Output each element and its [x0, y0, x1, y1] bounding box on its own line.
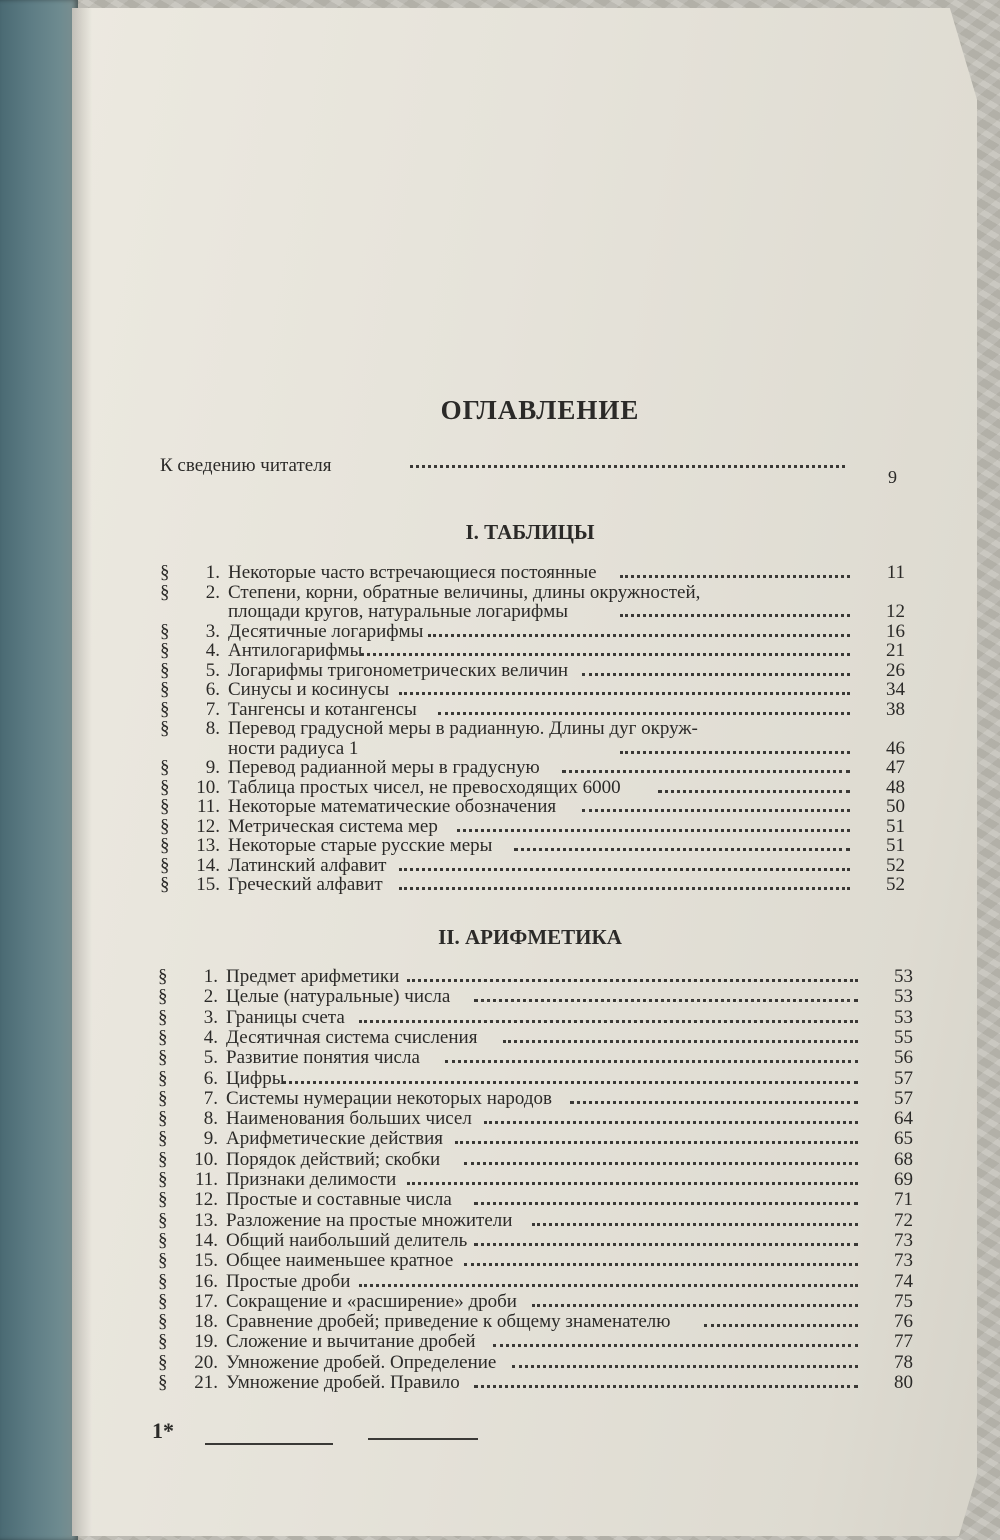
- contents-heading: ОГЛАВЛЕНИЕ: [440, 395, 640, 425]
- entry-number: 9.: [205, 757, 220, 778]
- entry-title: Сокращение и «расширение» дроби: [226, 1290, 517, 1312]
- section-symbol: §: [158, 1006, 168, 1028]
- leader-dots: [484, 1121, 858, 1124]
- section-symbol: §: [158, 1148, 168, 1170]
- entry-title: Перевод радианной меры в градусную: [228, 757, 540, 778]
- entry-page: 51: [886, 815, 905, 837]
- entry-number: 8.: [203, 1108, 218, 1130]
- entry-number: 14.: [196, 854, 220, 876]
- section-symbol: §: [158, 1128, 168, 1150]
- entry-number: 3.: [203, 1006, 218, 1028]
- section-symbol: §: [158, 1189, 168, 1211]
- section-heading-tables: I. ТАБЛИЦЫ: [465, 520, 595, 544]
- entry-title: Таблица простых чисел, не превосходящих 6000: [228, 776, 621, 798]
- entry-page: 75: [894, 1290, 913, 1312]
- entry-page: 57: [894, 1067, 913, 1089]
- toc-entry: [158, 987, 913, 1007]
- entry-number: 21.: [194, 1372, 218, 1393]
- toc-entry-continued: [160, 739, 905, 759]
- entry-page: 71: [894, 1189, 913, 1211]
- toc-entry: [158, 1170, 913, 1190]
- leader-dots: [474, 999, 858, 1002]
- entry-title: Развитие понятия числа: [226, 1047, 420, 1069]
- entry-title: Тангенсы и котангенсы: [228, 698, 417, 720]
- section-symbol: §: [158, 1250, 168, 1272]
- toc-entry: [160, 797, 905, 817]
- entry-number: 13.: [196, 835, 220, 856]
- entry-title: Десятичная система счисления: [226, 1026, 478, 1048]
- section-symbol: §: [158, 1270, 168, 1292]
- toc-entry: [160, 583, 905, 603]
- section-symbol: §: [160, 620, 170, 642]
- section-symbol: §: [160, 659, 170, 681]
- leader-dots: [620, 614, 850, 617]
- entry-page: 12: [886, 601, 905, 622]
- leader-dots: [359, 1020, 858, 1023]
- leader-dots: [582, 673, 850, 676]
- toc-entry-continued: [160, 602, 905, 622]
- entry-title: Признаки делимости: [226, 1169, 397, 1190]
- section-symbol: §: [160, 835, 170, 856]
- entry-page: 72: [894, 1209, 913, 1231]
- entry-page: 53: [894, 986, 913, 1008]
- entry-title: Некоторые часто встречающиеся постоянные: [228, 562, 597, 583]
- section-symbol: §: [158, 1087, 168, 1109]
- entry-page: 48: [886, 776, 905, 798]
- section-symbol: §: [160, 854, 170, 876]
- leader-dots: [532, 1304, 858, 1307]
- entry-number: 3.: [205, 620, 220, 642]
- leader-dots: [445, 1060, 858, 1063]
- toc-entry: [158, 1312, 913, 1332]
- leader-dots: [282, 1081, 858, 1084]
- leader-dots: [474, 1202, 858, 1205]
- toc-entry: [160, 817, 905, 837]
- footer-rule: [368, 1438, 478, 1440]
- entry-number: 4.: [205, 640, 220, 661]
- entry-number: 10.: [194, 1148, 218, 1170]
- leader-dots: [399, 887, 850, 890]
- leader-dots: [464, 1162, 858, 1165]
- entry-number: 1.: [205, 562, 220, 583]
- entry-page: 52: [886, 854, 905, 876]
- leader-dots: [399, 692, 850, 695]
- entry-page: 76: [894, 1311, 913, 1333]
- toc-entry: [160, 563, 905, 583]
- entry-title: Сложение и вычитание дробей: [226, 1331, 476, 1353]
- entry-number: 4.: [203, 1026, 218, 1048]
- entry-number: 5.: [203, 1047, 218, 1069]
- leader-dots: [704, 1324, 858, 1327]
- intro-page: 9: [888, 467, 897, 487]
- section-symbol: §: [158, 1229, 168, 1251]
- toc-entry: [160, 778, 905, 798]
- section-symbol: §: [160, 874, 170, 895]
- entry-number: 19.: [194, 1331, 218, 1353]
- intro-entry: [160, 455, 905, 487]
- entry-title: Сравнение дробей; приведение к общему знаменателю: [226, 1311, 671, 1333]
- leader-dots: [410, 465, 845, 468]
- leader-dots: [512, 1365, 858, 1368]
- section-symbol: §: [158, 1209, 168, 1231]
- leader-dots: [493, 1344, 858, 1347]
- entry-page: 11: [886, 562, 905, 583]
- toc-entry: [160, 680, 905, 700]
- entry-page: 21: [886, 640, 905, 661]
- toc-entry: [160, 856, 905, 876]
- toc-entry: [160, 641, 905, 661]
- entry-page: 68: [894, 1148, 913, 1170]
- entry-number: 6.: [205, 679, 220, 700]
- section-symbol: §: [160, 815, 170, 837]
- entry-number: 9.: [203, 1128, 218, 1150]
- entry-page: 51: [886, 835, 905, 856]
- toc-entry: [158, 1332, 913, 1352]
- leader-dots: [570, 1101, 858, 1104]
- toc-entry: [160, 622, 905, 642]
- leader-dots: [464, 1263, 858, 1266]
- entry-number: 5.: [205, 659, 220, 681]
- entry-title: Простые и составные числа: [226, 1189, 452, 1211]
- toc-entry: [158, 1129, 913, 1149]
- toc-entry: [158, 1028, 913, 1048]
- section-symbol: §: [158, 1311, 168, 1333]
- entry-page: 47: [886, 757, 905, 778]
- leader-dots: [359, 1284, 858, 1287]
- leader-dots: [582, 809, 850, 812]
- toc-entry: [158, 1373, 913, 1393]
- section-symbol: §: [158, 1169, 168, 1190]
- section-symbol: §: [160, 796, 170, 817]
- toc-entry: [158, 1089, 913, 1109]
- toc-entry: [160, 836, 905, 856]
- intro-title: К сведению читателя: [160, 455, 332, 476]
- entry-title: Умножение дробей. Определение: [226, 1351, 497, 1373]
- entry-page: 55: [894, 1026, 913, 1048]
- entry-number: 8.: [205, 718, 220, 739]
- section-symbol: §: [160, 698, 170, 720]
- signature-mark: 1*: [152, 1418, 174, 1443]
- entry-page: 65: [894, 1128, 913, 1150]
- entry-title: Умножение дробей. Правило: [226, 1372, 460, 1393]
- entry-title: Перевод градусной меры в радианную. Длины дуг окруж-: [228, 718, 698, 739]
- entry-number: 2.: [203, 986, 218, 1008]
- entry-page: 16: [886, 620, 905, 642]
- leader-dots: [474, 1243, 858, 1246]
- entry-title: Греческий алфавит: [228, 874, 383, 895]
- entry-title: Некоторые математические обозначения: [228, 796, 557, 817]
- entry-page: 50: [886, 796, 905, 817]
- leader-dots: [457, 829, 850, 832]
- entry-title: Границы счета: [226, 1006, 345, 1028]
- entry-title: Десятичные логарифмы: [228, 620, 424, 642]
- entry-number: 6.: [203, 1067, 218, 1089]
- section-symbol: §: [160, 562, 170, 583]
- entry-page: 64: [894, 1108, 913, 1130]
- entry-title: Арифметические действия: [226, 1128, 443, 1150]
- entry-number: 14.: [194, 1229, 218, 1251]
- leader-dots: [474, 1385, 858, 1388]
- leader-dots: [428, 634, 850, 637]
- entry-page: 26: [886, 659, 905, 681]
- toc-entry: [158, 1272, 913, 1292]
- entry-page: 57: [894, 1087, 913, 1109]
- page-gutter-shadow: [72, 8, 92, 1536]
- entry-number: 15.: [196, 874, 220, 895]
- entry-title: Порядок действий; скобки: [226, 1148, 441, 1170]
- entry-page: 80: [894, 1372, 913, 1393]
- toc-entry: [158, 1353, 913, 1373]
- section-symbol: §: [158, 966, 168, 987]
- toc-entry: [158, 1292, 913, 1312]
- entry-page: 74: [894, 1270, 913, 1292]
- entry-page: 69: [894, 1169, 913, 1190]
- toc-entry: [158, 1211, 913, 1231]
- entry-number: 18.: [194, 1311, 218, 1333]
- leader-dots: [658, 790, 850, 793]
- entry-page: 52: [886, 874, 905, 895]
- toc-entry: [158, 1150, 913, 1170]
- entry-page: 78: [894, 1351, 913, 1373]
- entry-page: 73: [894, 1250, 913, 1272]
- section-heading-arithmetic: II. АРИФМЕТИКА: [438, 925, 622, 949]
- section-symbol: §: [158, 1067, 168, 1089]
- leader-dots: [620, 575, 850, 578]
- entry-title: Целые (натуральные) числа: [226, 986, 451, 1008]
- entry-title: Антилогарифмы: [228, 640, 363, 661]
- entry-number: 10.: [196, 776, 220, 798]
- toc-entry: [160, 719, 905, 739]
- entry-number: 11.: [194, 1169, 218, 1190]
- entry-number: 7.: [205, 698, 220, 720]
- entry-number: 11.: [196, 796, 220, 817]
- entry-title: Метрическая система мер: [228, 815, 438, 837]
- entry-number: 12.: [196, 815, 220, 837]
- entry-page: 53: [894, 966, 913, 987]
- footer-rule: [205, 1443, 333, 1445]
- entry-title: Предмет арифметики: [226, 966, 400, 987]
- entry-number: 16.: [194, 1270, 218, 1292]
- section-symbol: §: [160, 757, 170, 778]
- entry-title: Синусы и косинусы: [228, 679, 390, 700]
- leader-dots: [407, 979, 858, 982]
- section-symbol: §: [160, 679, 170, 700]
- entry-page: 46: [886, 737, 905, 759]
- section-symbol: §: [160, 718, 170, 739]
- leader-dots: [620, 751, 850, 754]
- entry-page: 53: [894, 1006, 913, 1028]
- entry-title: Латинский алфавит: [228, 854, 387, 876]
- entry-title: Системы нумерации некоторых народов: [226, 1087, 552, 1109]
- section-symbol: §: [158, 1331, 168, 1353]
- entry-page: 34: [886, 679, 905, 700]
- entry-page: 56: [894, 1047, 913, 1069]
- section-symbol: §: [158, 1290, 168, 1312]
- toc-entry: [158, 1109, 913, 1129]
- section-symbol: §: [158, 1108, 168, 1130]
- toc-entry: [160, 875, 905, 895]
- toc-entry: [158, 1008, 913, 1028]
- leader-dots: [562, 770, 850, 773]
- entry-title: Разложение на простые множители: [226, 1209, 513, 1231]
- entry-number: 7.: [203, 1087, 218, 1109]
- section-symbol: §: [160, 581, 170, 603]
- entry-number: 2.: [205, 581, 220, 603]
- entry-number: 20.: [194, 1351, 218, 1373]
- leader-dots: [407, 1182, 858, 1185]
- toc-entry: [160, 758, 905, 778]
- leader-dots: [532, 1223, 858, 1226]
- entry-title: Простые дроби: [226, 1270, 351, 1292]
- entry-title: Общий наибольший делитель: [226, 1229, 468, 1251]
- leader-dots: [455, 1141, 858, 1144]
- section-symbol: §: [158, 1372, 168, 1393]
- toc-entry: [158, 1251, 913, 1271]
- entry-title-continued: ности радиуса 1: [228, 737, 359, 759]
- entry-title: Цифры: [226, 1067, 285, 1089]
- entry-page: 73: [894, 1229, 913, 1251]
- entry-number: 12.: [194, 1189, 218, 1211]
- entry-page: 77: [894, 1331, 913, 1353]
- section-symbol: §: [160, 776, 170, 798]
- leader-dots: [399, 868, 850, 871]
- entry-number: 13.: [194, 1209, 218, 1231]
- leader-dots: [503, 1040, 858, 1043]
- toc-entry: [158, 1190, 913, 1210]
- entry-title: Наименования больших чисел: [226, 1108, 472, 1130]
- entry-title: Общее наименьшее кратное: [226, 1250, 454, 1272]
- toc-entry: [160, 700, 905, 720]
- leader-dots: [438, 712, 850, 715]
- section-symbol: §: [158, 1026, 168, 1048]
- toc-entry: [158, 967, 913, 987]
- section-symbol: §: [158, 986, 168, 1008]
- book-cover-edge: [0, 0, 78, 1540]
- entry-page: 38: [886, 698, 905, 720]
- entry-title: Некоторые старые русские меры: [228, 835, 493, 856]
- toc-entry: [158, 1231, 913, 1251]
- leader-dots: [514, 848, 850, 851]
- entry-title: Логарифмы тригонометрических величин: [228, 659, 569, 681]
- toc-entry: [160, 661, 905, 681]
- leader-dots: [361, 653, 850, 656]
- entry-title: Степени, корни, обратные величины, длины окружностей,: [228, 581, 701, 603]
- toc-entry: [158, 1048, 913, 1068]
- entry-number: 1.: [203, 966, 218, 987]
- section-symbol: §: [158, 1351, 168, 1373]
- entry-number: 15.: [194, 1250, 218, 1272]
- entry-number: 17.: [194, 1290, 218, 1312]
- section-symbol: §: [158, 1047, 168, 1069]
- entry-title-continued: площади кругов, натуральные логарифмы: [228, 601, 569, 622]
- section-symbol: §: [160, 640, 170, 661]
- toc-entry: [158, 1069, 913, 1089]
